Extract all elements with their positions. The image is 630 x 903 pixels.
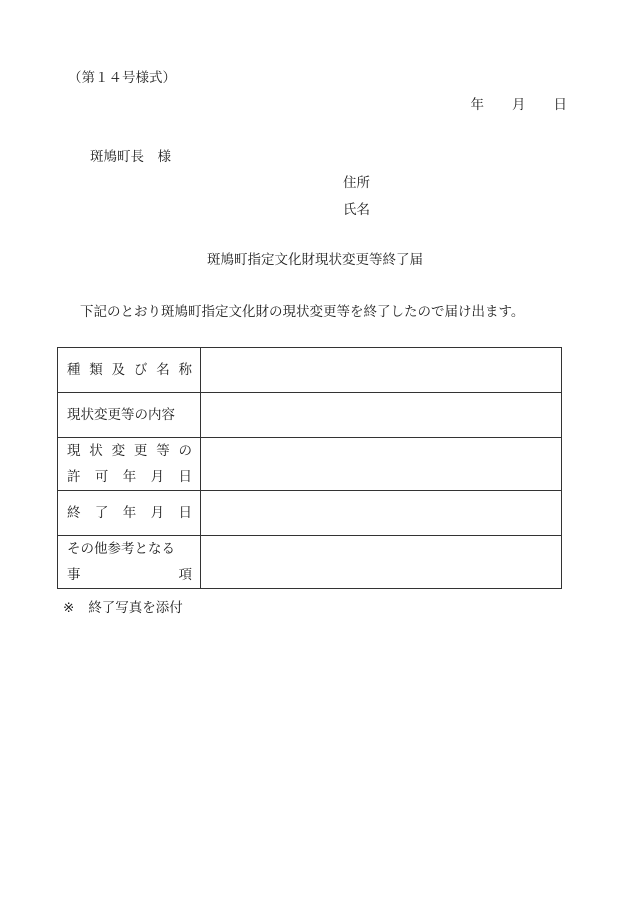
label-line: 事項: [67, 567, 192, 583]
table-row: [58, 438, 562, 491]
label-line: 種類及び名称: [67, 362, 192, 378]
date-month-label: 月: [512, 97, 526, 113]
table-row: [58, 393, 562, 438]
row-label-completion-date: [58, 491, 201, 536]
date-line: [471, 93, 568, 113]
label-line: 現状変更等の: [67, 443, 192, 459]
address-label: 住所: [343, 175, 370, 191]
date-day-label: 日: [553, 97, 567, 113]
value-cell-other-notes[interactable]: [201, 536, 562, 589]
document-title: 斑鳩町指定文化財現状変更等終了届: [207, 252, 423, 268]
intro-text: 下記のとおり斑鳩町指定文化財の現状変更等を終了したので届け出ます。: [80, 304, 525, 320]
name-label: 氏名: [343, 202, 370, 218]
label-line: 許可年月日: [67, 469, 192, 485]
table-row: [58, 348, 562, 393]
date-year-label: 年: [470, 97, 484, 113]
table-row: [58, 491, 562, 536]
attachment-note: [63, 596, 183, 616]
value-cell-permission-date[interactable]: [201, 438, 562, 491]
recipient: 斑鳩町長 様: [90, 149, 171, 165]
report-table: [57, 347, 562, 589]
note-mark: ※: [63, 600, 75, 616]
label-line: 終了年月日: [67, 505, 192, 521]
label-line: その他参考となる: [67, 541, 175, 557]
value-cell-change-content[interactable]: [201, 393, 562, 438]
note-text: 終了写真を添付: [88, 600, 183, 616]
label-line: 現状変更等の内容: [67, 407, 175, 423]
form-number: （第１４号様式）: [68, 70, 176, 86]
row-label-permission-date: [58, 438, 201, 491]
row-label-change-content: [58, 393, 201, 438]
row-label-other-notes: [58, 536, 201, 589]
row-label-type-name: [58, 348, 201, 393]
value-cell-type-name[interactable]: [201, 348, 562, 393]
value-cell-completion-date[interactable]: [201, 491, 562, 536]
table-row: [58, 536, 562, 589]
